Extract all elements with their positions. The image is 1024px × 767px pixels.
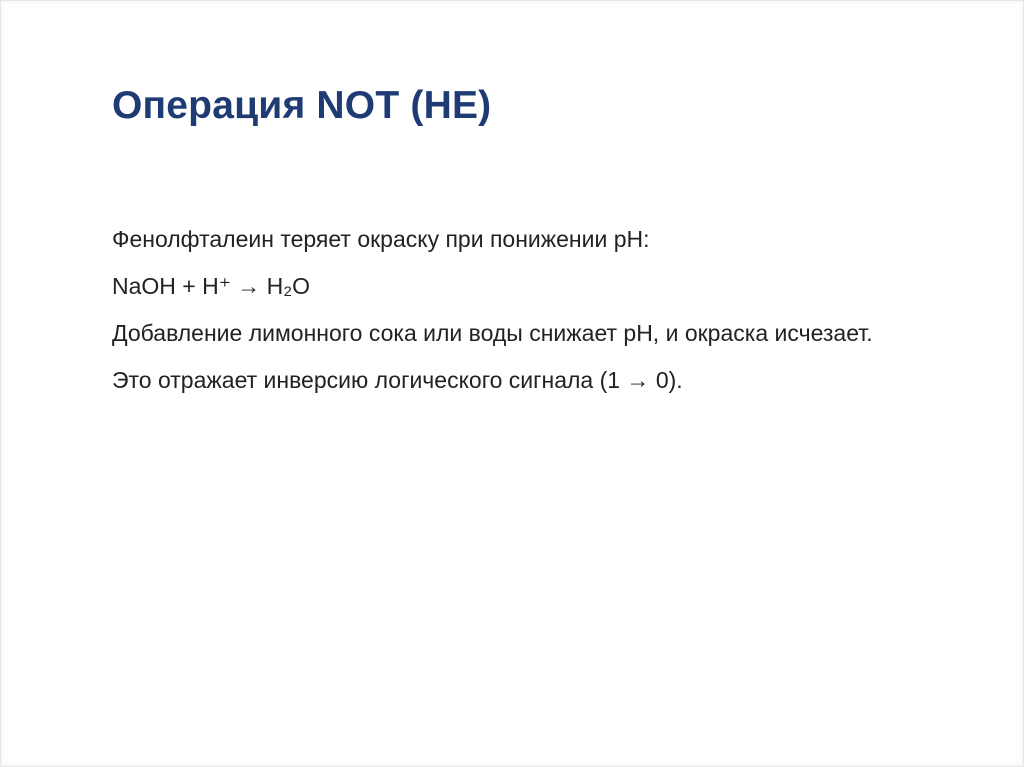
paragraph-lemon-juice: Добавление лимонного сока или воды снижает pH, и окраска исчезает. — [112, 320, 873, 346]
paragraph-logic-inversion: Это отражает инверсию логического сигнала (1 → 0). — [112, 367, 683, 393]
paragraph-reaction-equation: NaOH + H⁺ → H₂O — [112, 273, 311, 299]
slide-body — [112, 223, 902, 411]
paragraph-phenolphthalein: Фенолфталеин теряет окраску при понижении pH: — [112, 226, 650, 252]
slide-title: Операция NOT (НЕ) — [112, 84, 492, 127]
